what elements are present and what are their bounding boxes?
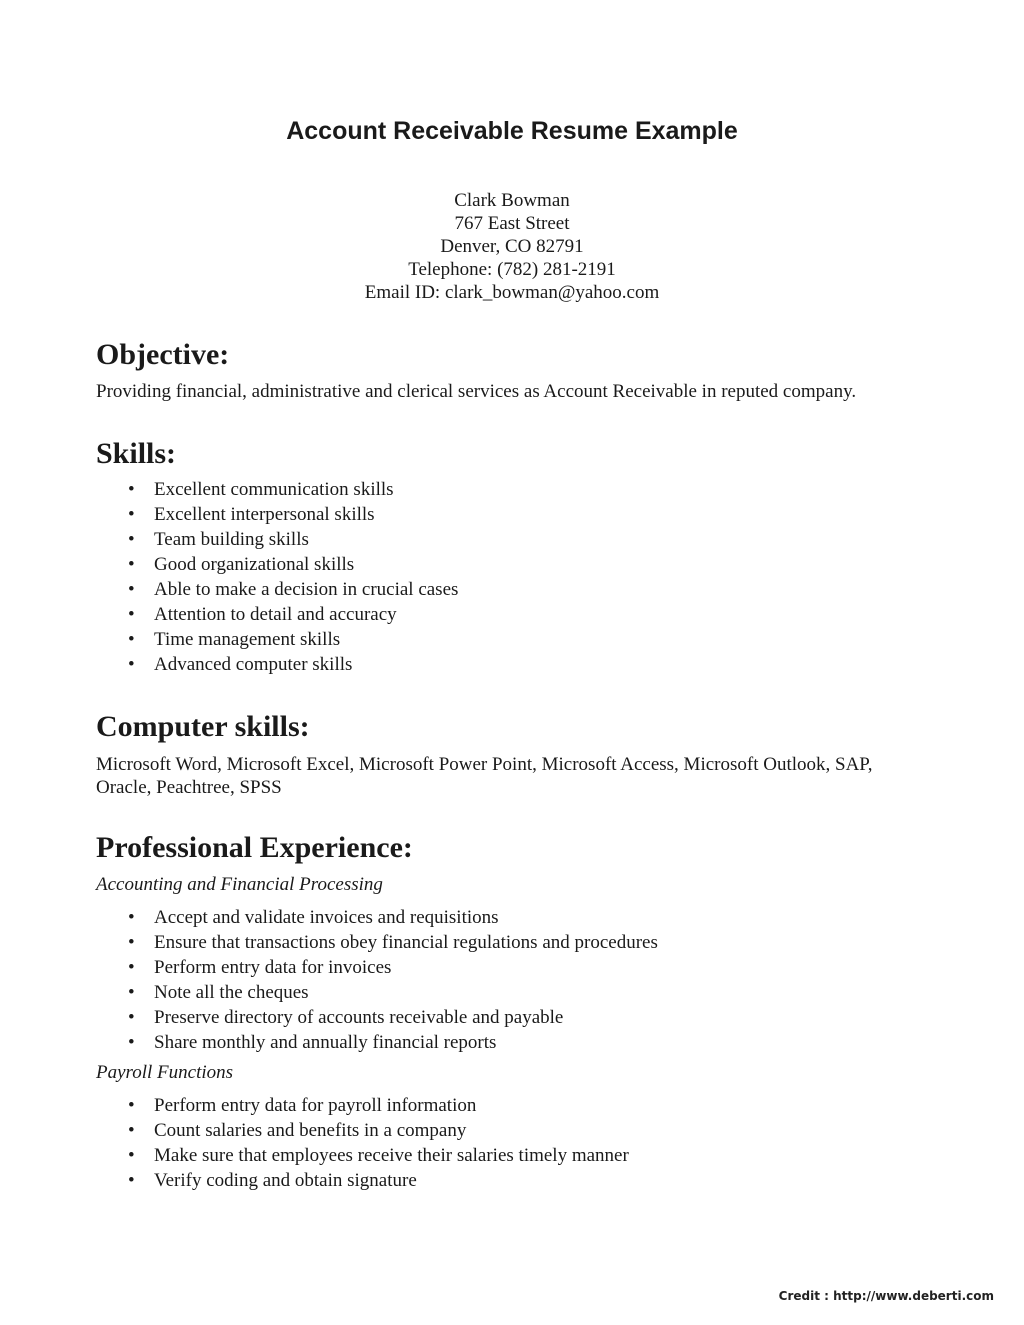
list-item: • Advanced computer skills	[96, 652, 936, 677]
list-item: • Excellent communication skills	[96, 477, 936, 502]
credit-watermark: Credit : http://www.deberti.com	[778, 1289, 994, 1303]
list-item: • Team building skills	[96, 527, 936, 552]
contact-city: Denver, CO 82791	[440, 236, 584, 257]
skills-list	[96, 477, 936, 677]
skills-heading: Skills:	[96, 437, 177, 470]
objective-heading: Objective:	[96, 338, 230, 371]
experience-heading: Professional Experience:	[96, 831, 413, 864]
list-item: • Attention to detail and accuracy	[96, 602, 936, 627]
accounting-duties-list	[96, 905, 936, 1055]
experience-section	[96, 830, 936, 1193]
list-item: • Verify coding and obtain signature	[96, 1168, 936, 1193]
computer-skills-line-1: Microsoft Word, Microsoft Excel, Microsoft Power Point, Microsoft Access, Microsoft Outlook, SAP,	[96, 754, 873, 775]
list-item: • Perform entry data for invoices	[96, 955, 936, 980]
list-item: • Able to make a decision in crucial cases	[96, 577, 936, 602]
list-item: • Count salaries and benefits in a company	[96, 1118, 936, 1143]
list-item: • Make sure that employees receive their salaries timely manner	[96, 1143, 936, 1168]
computer-skills-heading: Computer skills:	[96, 710, 310, 743]
computer-skills-section	[96, 709, 936, 799]
skills-section	[96, 436, 936, 677]
list-item: • Good organizational skills	[96, 552, 936, 577]
list-item: • Note all the cheques	[96, 980, 936, 1005]
experience-group-title-accounting: Accounting and Financial Processing	[96, 874, 383, 895]
computer-skills-line-2: Oracle, Peachtree, SPSS	[96, 777, 282, 798]
contact-telephone: Telephone: (782) 281-2191	[408, 259, 616, 280]
list-item: • Accept and validate invoices and requisitions	[96, 905, 936, 930]
document-title: Account Receivable Resume Example	[286, 117, 738, 145]
list-item: • Share monthly and annually financial reports	[96, 1030, 936, 1055]
objective-text: Providing financial, administrative and clerical services as Account Receivable in reputed company.	[96, 381, 857, 402]
list-item: • Perform entry data for payroll information	[96, 1093, 936, 1118]
contact-block	[0, 189, 1024, 304]
contact-email: Email ID: clark_bowman@yahoo.com	[364, 282, 660, 303]
experience-group-title-payroll: Payroll Functions	[96, 1062, 234, 1083]
payroll-duties-list	[96, 1093, 936, 1193]
list-item: • Time management skills	[96, 627, 936, 652]
list-item: • Ensure that transactions obey financial regulations and procedures	[96, 930, 936, 955]
contact-name: Clark Bowman	[454, 190, 570, 211]
objective-section	[96, 337, 936, 403]
list-item: • Preserve directory of accounts receivable and payable	[96, 1005, 936, 1030]
list-item: • Excellent interpersonal skills	[96, 502, 936, 527]
contact-street: 767 East Street	[454, 213, 570, 234]
